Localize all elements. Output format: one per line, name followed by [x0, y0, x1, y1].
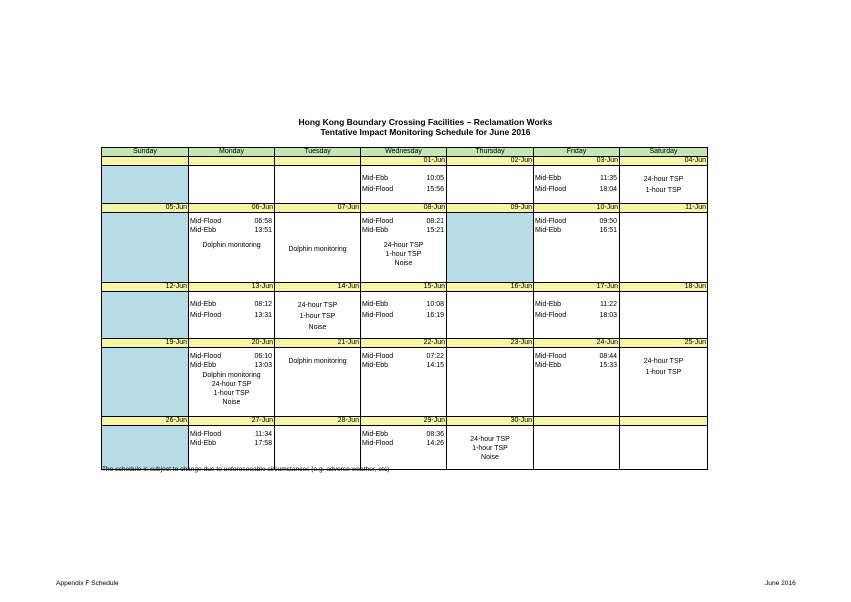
tide-time: 06:10	[254, 353, 272, 360]
tide-entry	[535, 227, 617, 235]
tide-time: 09:50	[599, 218, 617, 225]
tide-label: Mid-Flood	[362, 218, 394, 225]
tide-label: Mid-Ebb	[190, 440, 217, 447]
tide-entry	[362, 353, 444, 361]
monitoring-item: 24-hour TSP	[383, 242, 424, 249]
tide-label: Mid-Ebb	[362, 227, 389, 234]
tide-entry	[535, 353, 617, 361]
day-header-saturday: Saturday	[620, 148, 708, 157]
day-cell	[102, 348, 189, 417]
tide-entry	[362, 175, 444, 183]
day-cell	[189, 213, 275, 283]
tide-label: Mid-Ebb	[362, 431, 389, 438]
tide-entry	[535, 218, 617, 226]
tide-time: 13:31	[254, 312, 272, 319]
monitoring-item: 24-hour TSP	[297, 302, 338, 309]
day-cell	[102, 213, 189, 283]
day-cell	[361, 166, 447, 204]
tide-label: Mid-Flood	[362, 186, 394, 193]
date-cell: 25-Jun	[620, 339, 708, 348]
tide-label: Mid-Ebb	[190, 227, 217, 234]
monitoring-item: 1-hour TSP	[472, 445, 508, 452]
date-cell	[189, 157, 275, 166]
tide-time: 08:21	[426, 218, 444, 225]
day-cell	[620, 292, 708, 339]
tide-label: Mid-Ebb	[190, 362, 217, 369]
day-cell	[534, 166, 620, 204]
tide-time: 14:15	[426, 362, 444, 369]
tide-entry	[362, 440, 444, 448]
date-cell: 15-Jun	[361, 283, 447, 292]
tide-entry	[190, 312, 272, 320]
day-cell	[620, 426, 708, 470]
tide-entry	[190, 362, 272, 370]
tide-time: 14:26	[426, 440, 444, 447]
footer-appendix: Appendix F Schedule	[56, 580, 119, 587]
date-cell: 02-Jun	[447, 157, 534, 166]
tide-label: Mid-Flood	[190, 312, 222, 319]
date-cell: 13-Jun	[189, 283, 275, 292]
monitoring-item: Dolphin monitoring	[288, 246, 347, 253]
monitoring-item: Noise	[481, 454, 499, 461]
tide-entry	[362, 301, 444, 309]
date-cell: 03-Jun	[534, 157, 620, 166]
tide-entry	[535, 362, 617, 370]
tide-label: Mid-Ebb	[362, 362, 389, 369]
day-cell	[620, 166, 708, 204]
date-cell: 05-Jun	[102, 204, 189, 213]
tide-time: 08:12	[254, 301, 272, 308]
tide-label: Mid-Ebb	[362, 301, 389, 308]
monitoring-item: 24-hour TSP	[470, 436, 510, 443]
title-line-2: Tentative Impact Monitoring Schedule for June 2016	[320, 127, 531, 137]
date-cell: 26-Jun	[102, 417, 189, 426]
date-cell: 20-Jun	[189, 339, 275, 348]
date-cell: 11-Jun	[620, 204, 708, 213]
day-cell	[447, 213, 534, 283]
date-cell: 23-Jun	[447, 339, 534, 348]
date-cell: 22-Jun	[361, 339, 447, 348]
tide-time: 15:56	[426, 186, 444, 193]
day-cell	[534, 426, 620, 470]
monitoring-item: 24-hour TSP	[211, 381, 252, 388]
tide-label: Mid-Ebb	[535, 301, 562, 308]
day-header-thursday: Thursday	[447, 148, 534, 157]
tide-time: 18:03	[599, 312, 617, 319]
tide-label: Mid-Flood	[535, 218, 567, 225]
monitoring-item: 1-hour TSP	[645, 369, 682, 376]
tide-time: 13:51	[254, 227, 272, 234]
monitoring-item: Dolphin monitoring	[202, 242, 261, 249]
date-cell: 10-Jun	[534, 204, 620, 213]
tide-entry	[362, 218, 444, 226]
tide-label: Mid-Flood	[535, 186, 567, 193]
monitoring-item: 1-hour TSP	[385, 251, 422, 258]
day-cell	[620, 348, 708, 417]
day-cell	[534, 213, 620, 283]
day-cell	[447, 292, 534, 339]
tide-time: 16:51	[599, 227, 617, 234]
day-cell	[534, 292, 620, 339]
tide-time: 11:34	[255, 431, 272, 438]
day-cell	[189, 166, 275, 204]
tide-time: 06:58	[254, 218, 272, 225]
date-cell: 30-Jun	[447, 417, 534, 426]
tide-label: Mid-Flood	[535, 312, 567, 319]
day-cell	[275, 348, 361, 417]
footer-date: June 2016	[765, 580, 796, 587]
day-header-monday: Monday	[189, 148, 275, 157]
tide-time: 08:44	[599, 353, 617, 360]
monitoring-item: 24-hour TSP	[643, 358, 684, 365]
date-cell: 24-Jun	[534, 339, 620, 348]
tide-label: Mid-Flood	[190, 218, 222, 225]
tide-label: Mid-Flood	[190, 431, 222, 438]
date-cell: 08-Jun	[361, 204, 447, 213]
monitoring-item: Noise	[394, 260, 413, 267]
monitoring-item: 24-hour TSP	[643, 176, 684, 183]
date-cell: 16-Jun	[447, 283, 534, 292]
tide-entry	[362, 362, 444, 370]
tide-entry	[190, 353, 272, 361]
day-cell	[447, 348, 534, 417]
tide-entry	[362, 312, 444, 320]
monitoring-item: 1-hour TSP	[645, 187, 682, 194]
tide-time: 15:21	[426, 227, 444, 234]
tide-entry	[190, 218, 272, 226]
date-cell	[620, 417, 708, 426]
tide-entry	[535, 186, 617, 194]
schedule-calendar	[101, 147, 708, 470]
day-header-sunday: Sunday	[102, 148, 189, 157]
day-cell	[447, 426, 534, 470]
tide-label: Mid-Ebb	[362, 175, 389, 182]
day-header-friday: Friday	[534, 148, 620, 157]
date-cell: 27-Jun	[189, 417, 275, 426]
document-title	[0, 117, 851, 137]
day-cell	[189, 292, 275, 339]
date-cell: 19-Jun	[102, 339, 189, 348]
monitoring-item: Noise	[222, 399, 241, 406]
date-cell: 21-Jun	[275, 339, 361, 348]
date-cell: 18-Jun	[620, 283, 708, 292]
tide-label: Mid-Flood	[190, 353, 222, 360]
day-cell	[447, 166, 534, 204]
tide-time: 10:08	[426, 301, 444, 308]
tide-label: Mid-Flood	[362, 312, 394, 319]
monitoring-item: Dolphin monitoring	[202, 372, 261, 379]
day-cell	[361, 213, 447, 283]
date-cell: 28-Jun	[275, 417, 361, 426]
date-cell	[534, 417, 620, 426]
tide-label: Mid-Ebb	[535, 175, 562, 182]
date-cell: 29-Jun	[361, 417, 447, 426]
tide-entry	[535, 312, 617, 320]
tide-label: Mid-Flood	[362, 353, 394, 360]
date-cell: 09-Jun	[447, 204, 534, 213]
tide-entry	[362, 431, 444, 439]
day-header-tuesday: Tuesday	[275, 148, 361, 157]
day-cell	[102, 166, 189, 204]
tide-time: 08:36	[426, 431, 444, 438]
tide-entry	[362, 186, 444, 194]
day-cell	[102, 292, 189, 339]
date-cell: 07-Jun	[275, 204, 361, 213]
date-cell: 01-Jun	[361, 157, 447, 166]
tide-time: 11:35	[600, 175, 617, 182]
day-cell	[275, 166, 361, 204]
tide-time: 13:03	[254, 362, 272, 369]
schedule-note: The schedule is subject to change due to unforeseeable circumstances (e.g. adverse weather, etc)	[102, 466, 390, 473]
tide-entry	[190, 440, 272, 448]
tide-label: Mid-Ebb	[535, 362, 562, 369]
tide-label: Mid-Flood	[362, 440, 394, 447]
tide-time: 16:19	[426, 312, 444, 319]
tide-entry	[362, 227, 444, 235]
date-cell: 06-Jun	[189, 204, 275, 213]
tide-entry	[535, 175, 617, 183]
day-cell	[361, 426, 447, 470]
monitoring-item: 1-hour TSP	[213, 390, 250, 397]
tide-time: 11:22	[600, 301, 617, 308]
date-cell: 17-Jun	[534, 283, 620, 292]
day-cell	[275, 426, 361, 470]
monitoring-item: Noise	[308, 324, 327, 331]
tide-time: 07:22	[426, 353, 444, 360]
tide-entry	[190, 301, 272, 309]
day-cell	[275, 213, 361, 283]
tide-label: Mid-Flood	[535, 353, 567, 360]
tide-entry	[190, 431, 272, 439]
day-cell	[275, 292, 361, 339]
day-cell	[361, 348, 447, 417]
tide-time: 15:33	[599, 362, 617, 369]
tide-entry	[190, 227, 272, 235]
day-cell	[534, 348, 620, 417]
tide-label: Mid-Ebb	[190, 301, 217, 308]
day-cell	[361, 292, 447, 339]
date-cell	[275, 157, 361, 166]
date-cell: 12-Jun	[102, 283, 189, 292]
date-cell	[102, 157, 189, 166]
tide-time: 18:04	[599, 186, 617, 193]
date-cell: 14-Jun	[275, 283, 361, 292]
monitoring-item: Dolphin monitoring	[288, 358, 347, 365]
tide-entry	[535, 301, 617, 309]
day-cell	[620, 213, 708, 283]
day-header-wednesday: Wednesday	[361, 148, 447, 157]
tide-label: Mid-Ebb	[535, 227, 562, 234]
tide-time: 17:58	[254, 440, 272, 447]
monitoring-item: 1-hour TSP	[299, 313, 336, 320]
day-cell	[189, 348, 275, 417]
day-cell	[102, 426, 189, 470]
tide-time: 10:05	[426, 175, 444, 182]
date-cell: 04-Jun	[620, 157, 708, 166]
day-cell	[189, 426, 275, 470]
title-line-1: Hong Kong Boundary Crossing Facilities – Reclamation Works	[298, 117, 553, 127]
